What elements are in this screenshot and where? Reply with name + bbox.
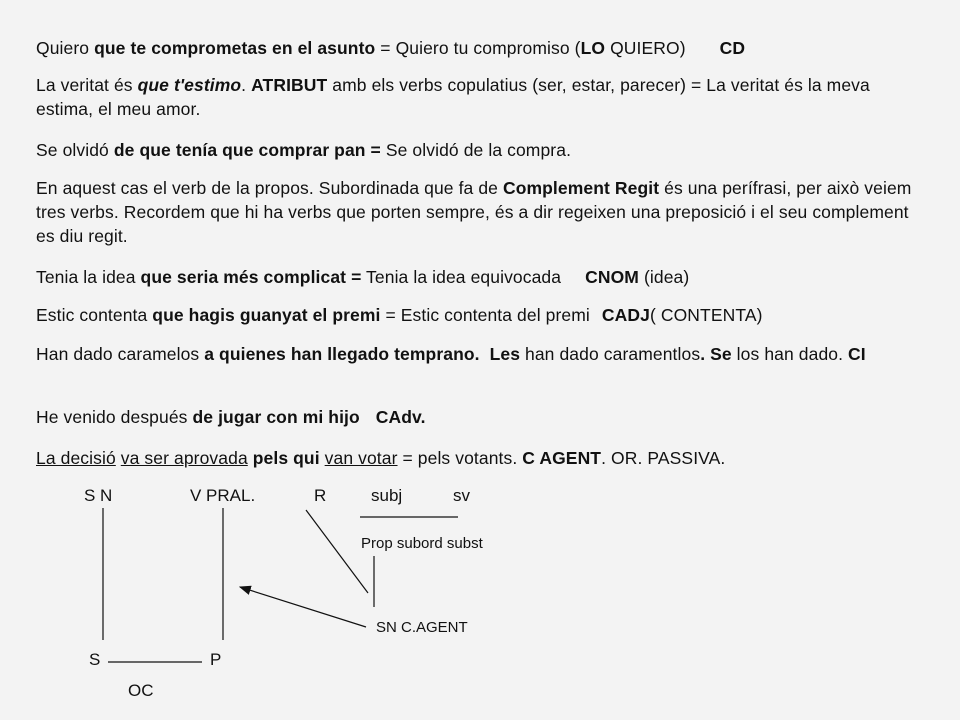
text: Se olvidó xyxy=(36,140,114,160)
text: = Quiero tu compromiso ( xyxy=(375,38,581,58)
bold-text: de que tenía que comprar pan = xyxy=(113,140,381,160)
diagram-label-subj: subj xyxy=(371,486,403,505)
arrow-to-vpral xyxy=(240,587,366,627)
text: ( CONTENTA) xyxy=(649,305,763,325)
diagram-label-prop-subord: Prop subord subst xyxy=(361,535,483,552)
text: Han dado caramelos xyxy=(36,344,205,364)
bold-text: . Se xyxy=(700,344,732,364)
text: Estic contenta xyxy=(36,305,153,325)
function-label: CNOM xyxy=(585,267,639,287)
function-label: C AGENT xyxy=(522,448,602,468)
text: . OR. PASSIVA. xyxy=(601,448,726,468)
bold-text: de jugar con mi hijo xyxy=(192,407,360,427)
function-label: CADJ xyxy=(601,305,650,325)
function-label: CAdv. xyxy=(375,407,426,427)
text: = Estic contenta del premi xyxy=(380,305,590,325)
bold-italic-text: que t'estimo xyxy=(137,75,242,95)
diagram-label-r: R xyxy=(314,486,327,505)
bold-text: Complement Regit xyxy=(502,178,660,198)
bold-text: LO xyxy=(580,38,606,58)
text: (idea) xyxy=(638,267,690,287)
bold-text: que te comprometas en el asunto xyxy=(94,38,376,58)
text: . xyxy=(241,75,252,95)
bold-text: a quienes han llegado temprano. xyxy=(204,344,480,364)
bold-text: Les xyxy=(489,344,521,364)
diagram-label-sv: sv xyxy=(453,486,470,505)
diagram-label-sn-cagent: SN C.AGENT xyxy=(376,619,468,636)
diagram-label-p: P xyxy=(210,650,222,669)
text: los han dado. xyxy=(731,344,849,364)
text: Quiero xyxy=(36,38,95,58)
text: La veritat és xyxy=(36,75,138,95)
bold-text: que hagis guanyat el premi xyxy=(152,305,381,325)
underlined-text: van votar xyxy=(324,448,398,468)
text: He venido después xyxy=(36,407,193,427)
diagram-label-s: S xyxy=(89,650,101,669)
bold-text: pels qui xyxy=(252,448,320,468)
text: han dado caramentlos xyxy=(520,344,701,364)
text: amb els verbs copulatius (ser, estar, parecer) = La veritat és la meva estima, el meu amor. xyxy=(36,75,870,119)
text: Tenia la idea equivocada xyxy=(361,267,562,287)
text: En aquest cas el verb de la propos. Subordinada que fa de xyxy=(36,178,503,198)
diagram-label-oc: OC xyxy=(128,681,154,700)
text: = pels votants. xyxy=(397,448,523,468)
text: és una perífrasi, per això veiem tres verbs. Recordem que hi ha verbs que porten sempre, és a dir regeixen una preposició i el seu complement es diu regit. xyxy=(36,178,912,246)
text: Tenia la idea xyxy=(36,267,141,287)
function-label: CD xyxy=(719,38,746,58)
r-diagonal-line xyxy=(306,510,368,593)
underlined-text: La decisió xyxy=(36,448,116,468)
function-label: ATRIBUT xyxy=(251,75,328,95)
function-label: CI xyxy=(848,344,866,364)
diagram-label-sn: S N xyxy=(84,486,113,505)
text: Se olvidó de la compra. xyxy=(380,140,572,160)
text: QUIERO) xyxy=(605,38,686,58)
underlined-text: va ser aprovada xyxy=(120,448,248,468)
bold-text: que seria més complicat = xyxy=(140,267,362,287)
diagram-label-vpral: V PRAL. xyxy=(190,486,256,505)
